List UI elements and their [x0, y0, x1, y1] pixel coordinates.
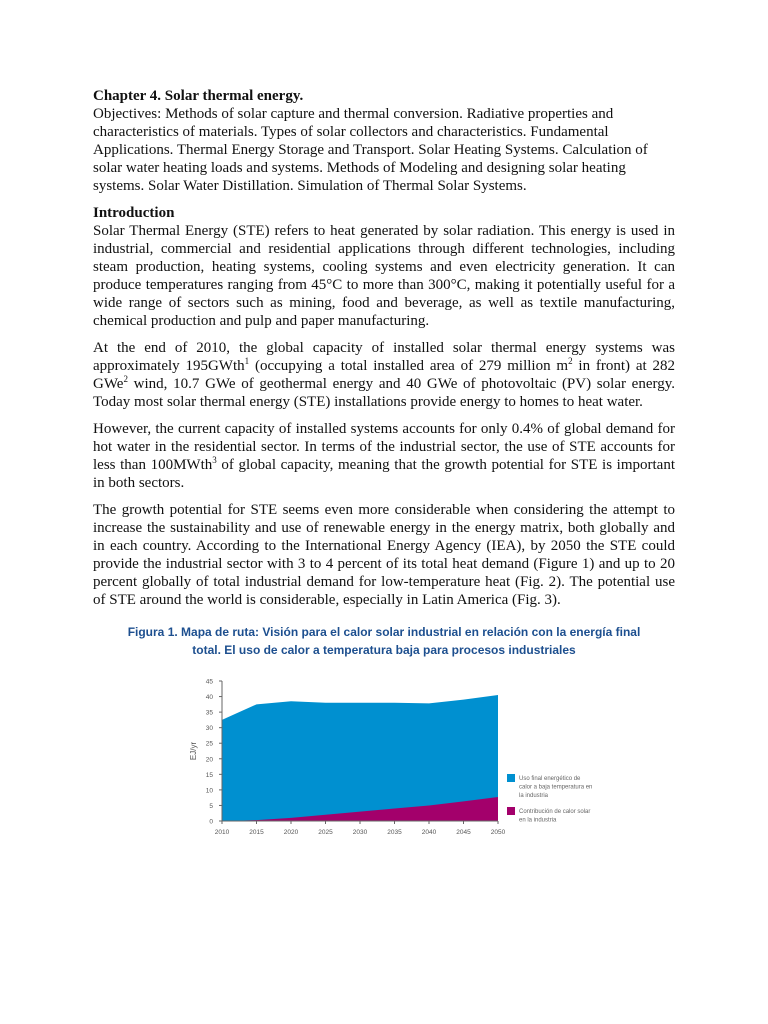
- legend-label: Uso final energético de: [519, 776, 581, 782]
- y-axis-label: EJ/yr: [189, 741, 198, 761]
- x-tick-label: 2020: [283, 829, 299, 836]
- intro-paragraph-1: Solar Thermal Energy (STE) refers to heat generated by solar radiation. This energy is used in industrial, commercial and residential applications through different technologies, including steam production, heating systems, cooling systems and even electricity generation. It can produce temperatures ranging from 45°C to more than 300°C, making it potentially useful for a wide range of sectors such as mining, food and beverage, as well as textile manufacturing, chemical production and pulp and paper manufacturing.: [93, 223, 675, 329]
- p2-text-c: in front) at 282 GWe: [93, 358, 675, 392]
- intro-paragraph-2: [93, 339, 675, 411]
- y-tick-label: 0: [209, 818, 213, 826]
- intro-paragraph-4: The growth potential for STE seems even more considerable when considering the attempt to increase the sustainability and use of renewable energy in the energy matrix, both globally and in each country. According to the International Energy Agency (IEA), by 2050 the STE could provide the industrial sector with 3 to 4 percent of its total heat demand (Figure 1) and up to 20 percent globally of total industrial demand for low-temperature heat (Fig. 2). The potential use of STE around the world is considerable, especially in Latin America (Fig. 3).: [93, 502, 675, 608]
- figure-title-line-1: Figura 1. Mapa de ruta: Visión para el calor solar industrial en relación con la energía final: [127, 625, 641, 639]
- x-tick-label: 2025: [318, 829, 333, 836]
- x-tick-label: 2035: [387, 829, 402, 836]
- footnote-ref: 1: [244, 356, 250, 366]
- area-chart: [93, 661, 675, 851]
- y-tick-label: 10: [205, 787, 213, 795]
- legend-label: Contribución de calor solar: [519, 809, 591, 815]
- document-page: [93, 0, 675, 851]
- x-tick-label: 2015: [249, 829, 264, 836]
- x-tick-label: 2040: [421, 829, 437, 836]
- figure-1: [93, 623, 675, 851]
- x-tick-label: 2050: [490, 829, 506, 836]
- intro-paragraph-3: [93, 420, 675, 492]
- y-tick-label: 25: [205, 740, 213, 748]
- legend-label: calor a baja temperatura en: [519, 784, 593, 791]
- chapter-title: Chapter 4. Solar thermal energy.: [93, 88, 304, 104]
- y-tick-label: 35: [205, 709, 213, 717]
- y-tick-label: 15: [205, 771, 213, 779]
- y-tick-label: 45: [205, 678, 213, 686]
- legend-label: en la industria: [519, 817, 557, 824]
- introduction-heading: Introduction: [93, 205, 175, 221]
- p3-text-a: However, the current capacity of installed systems accounts for only 0.4% of global demand for hot water in the residential sector. In terms of the industrial sector, the use of STE accounts for less than 100MWth: [93, 421, 675, 473]
- objectives-paragraph: Objectives: Methods of solar capture and thermal conversion. Radiative properties and characteristics of materials. Types of solar collectors and characteristics. Fundamental Applications. Thermal Energy Storage and Transport. Solar Heating Systems. Calculation of solar water heating loads and systems. Methods of Modeling and designing solar heating systems. Solar Water Distillation. Simulation of Thermal Solar Systems.: [93, 106, 648, 194]
- legend-label: la industria: [519, 793, 549, 799]
- p2-text-a: At the end of 2010, the global capacity of installed solar thermal energy systems was approximately 195GWth: [93, 340, 675, 374]
- x-tick-label: 2010: [214, 829, 230, 836]
- figure-title-line-2: total. El uso de calor a temperatura baja para procesos industriales: [192, 643, 576, 657]
- y-tick-label: 5: [209, 802, 213, 810]
- y-tick-label: 40: [205, 694, 213, 702]
- area-series-1: [222, 695, 498, 821]
- p2-text-d: wind, 10.7 GWe of geothermal energy and 40 GWe of photovoltaic (PV) solar energy. Today most solar thermal energy (STE) installations provide energy to homes to heat water.: [93, 376, 675, 410]
- footnote-ref: 3: [212, 455, 217, 465]
- p3-text-b: of global capacity, meaning that the growth potential for STE is important in both sectors.: [93, 457, 675, 491]
- legend-swatch: [507, 774, 515, 782]
- superscript: 2: [568, 356, 573, 366]
- y-tick-label: 20: [205, 756, 213, 764]
- y-tick-label: 30: [205, 725, 213, 733]
- x-tick-label: 2045: [456, 829, 471, 836]
- x-tick-label: 2030: [352, 829, 368, 836]
- legend-swatch: [507, 807, 515, 815]
- p2-text-b: (occupying a total installed area of 279 million m: [249, 358, 569, 374]
- footnote-ref: 2: [123, 374, 128, 384]
